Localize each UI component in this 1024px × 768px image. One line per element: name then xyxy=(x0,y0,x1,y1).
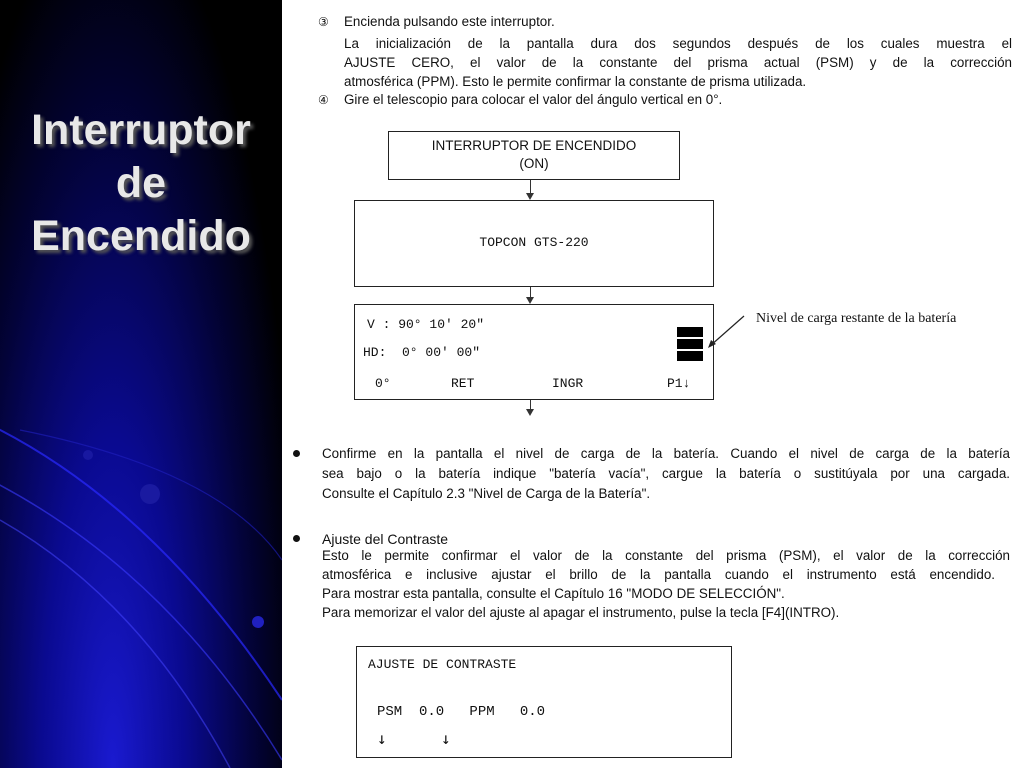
bullet-2-line-1: Esto le permite confirmar el valor de la constante del prisma (PSM), el valor de la corrección xyxy=(322,548,1010,563)
battery-label: Nivel de carga restante de la batería xyxy=(756,311,957,326)
step-3-line-3: AJUSTE CERO, el valor de la constante del prisma actual (PSM) y de la corrección xyxy=(344,55,1012,70)
step-3-line-4: atmosférica (PPM). Esto le permite confirmar la constante de prisma utilizada. xyxy=(344,74,807,89)
softkey-f1: 0° xyxy=(375,376,391,391)
flow-arrowhead-1 xyxy=(526,193,534,200)
power-on-sublabel: (ON) xyxy=(519,156,549,171)
flow-arrow-1 xyxy=(530,180,531,194)
title-line-2: de xyxy=(115,159,167,207)
bullet-2-line-4: Para memorizar el valor del ajuste al apagar el instrumento, pulse la tecla [F4](INTRO). xyxy=(322,605,840,620)
contrast-values: PSM 0.0 PPM 0.0 xyxy=(377,704,546,720)
step-3-line-2: La inicialización de la pantalla dura dos segundos después de los cuales muestra el xyxy=(344,36,1012,51)
bullet-2-line-2: atmosférica e inclusive ajustar el brillo de la pantalla cuando el instrumento está encendido. xyxy=(322,567,995,582)
step-3-line-1: Encienda pulsando este interruptor. xyxy=(344,14,555,29)
softkey-f4: P1↓ xyxy=(667,376,691,391)
step-4-marker: ④ xyxy=(318,93,329,107)
angle-display-box xyxy=(354,304,714,400)
display-line-hd: HD: 0° 00′ 00″ xyxy=(363,345,481,360)
softkey-f2: RET xyxy=(451,376,475,391)
title-line-3: Encendido xyxy=(31,212,251,260)
bullet-1 xyxy=(293,450,300,457)
model-display-box xyxy=(354,200,714,287)
contrast-display-box xyxy=(356,646,732,758)
bullet-1-line-1: Confirme en la pantalla el nivel de carga de la batería. Cuando el nivel de carga de la batería xyxy=(322,446,1010,461)
step-4-line-1: Gire el telescopio para colocar el valor del ángulo vertical en 0°. xyxy=(344,92,723,107)
contrast-heading: Ajuste del Contraste xyxy=(322,531,449,547)
ppm-arrow-icon: ↓ xyxy=(441,729,451,748)
bullet-1-line-2: sea bajo o la batería indique "batería vacía", cargue la batería o sustitúyala por una cargada. xyxy=(322,466,1010,481)
contrast-title: AJUSTE DE CONTRASTE xyxy=(368,657,517,672)
display-line-v: V : 90° 10′ 20″ xyxy=(367,317,485,332)
model-label: TOPCON GTS-220 xyxy=(479,235,589,250)
power-on-label: INTERRUPTOR DE ENCENDIDO xyxy=(431,138,637,153)
battery-pointer-arrow xyxy=(702,312,762,352)
psm-arrow-icon: ↓ xyxy=(377,729,387,748)
bullet-2-line-3: Para mostrar esta pantalla, consulte el Capítulo 16 "MODO DE SELECCIÓN". xyxy=(322,586,785,601)
step-3-marker: ③ xyxy=(318,15,329,29)
flow-arrowhead-3 xyxy=(526,409,534,416)
left-panel xyxy=(0,0,282,768)
battery-level-icon xyxy=(677,327,703,363)
title-line-1: Interruptor xyxy=(31,106,251,154)
content-panel xyxy=(282,0,1024,768)
power-on-box xyxy=(388,131,680,180)
bullet-1-line-3: Consulte el Capítulo 2.3 "Nivel de Carga de la Batería". xyxy=(322,486,651,501)
slide-title xyxy=(0,104,282,263)
bullet-2 xyxy=(293,535,300,542)
softkey-f3: INGR xyxy=(552,376,584,391)
flow-arrowhead-2 xyxy=(526,297,534,304)
